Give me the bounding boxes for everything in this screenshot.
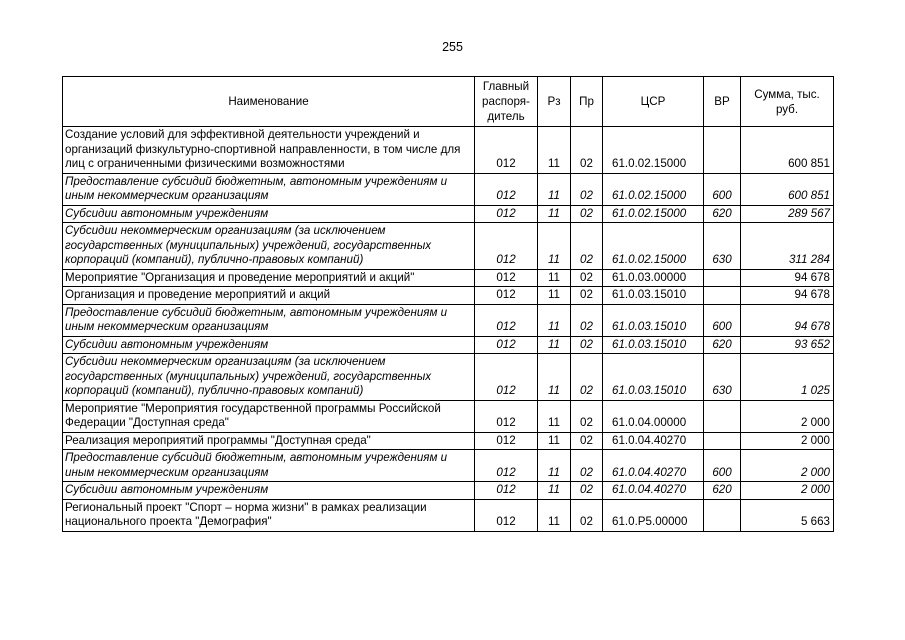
cell-rz: 11: [538, 432, 571, 450]
table-row: [63, 205, 834, 223]
cell-csr: 61.0.02.15000: [603, 223, 704, 270]
cell-csr: 61.0.03.15010: [603, 354, 704, 401]
cell-sum: 600 851: [741, 127, 834, 174]
cell-sum: 94 678: [741, 269, 834, 287]
header-vr: ВР: [704, 77, 741, 127]
cell-manager: 012: [475, 499, 538, 531]
cell-pr: 02: [571, 432, 603, 450]
cell-rz: 11: [538, 450, 571, 482]
cell-csr: 61.0.04.40270: [603, 450, 704, 482]
cell-pr: 02: [571, 223, 603, 270]
cell-name: Мероприятие "Мероприятия государственной программы Российской Федерации "Доступная среда": [63, 400, 475, 432]
cell-pr: 02: [571, 400, 603, 432]
cell-manager: 012: [475, 450, 538, 482]
cell-vr: [704, 400, 741, 432]
cell-rz: 11: [538, 173, 571, 205]
cell-rz: 11: [538, 269, 571, 287]
cell-rz: 11: [538, 127, 571, 174]
cell-vr: 600: [704, 304, 741, 336]
header-sum: Сумма, тыс. руб.: [741, 77, 834, 127]
cell-vr: [704, 499, 741, 531]
cell-vr: 600: [704, 173, 741, 205]
cell-rz: 11: [538, 482, 571, 500]
cell-vr: 620: [704, 336, 741, 354]
page-number: 255: [442, 40, 463, 54]
cell-name: Субсидии некоммерческим организациям (за исключением государственных (муниципальных) учреждений, государственных корпораций (компаний), публично-правовых компаний): [63, 354, 475, 401]
table-header-row: [63, 77, 834, 127]
cell-pr: 02: [571, 354, 603, 401]
cell-sum: 2 000: [741, 432, 834, 450]
cell-rz: 11: [538, 400, 571, 432]
cell-name: Создание условий для эффективной деятельности учреждений и организаций физкультурно-спортивной направленности, в том числе для лиц с ограниченными физическими возможностями: [63, 127, 475, 174]
cell-name: Субсидии автономным учреждениям: [63, 205, 475, 223]
header-manager: Главный распоря-дитель: [475, 77, 538, 127]
table-row: [63, 127, 834, 174]
header-rz: Рз: [538, 77, 571, 127]
cell-csr: 61.0.02.15000: [603, 127, 704, 174]
cell-csr: 61.0.02.15000: [603, 205, 704, 223]
table-row: [63, 336, 834, 354]
cell-csr: 61.0.02.15000: [603, 173, 704, 205]
table-row: [63, 287, 834, 305]
cell-manager: 012: [475, 354, 538, 401]
cell-pr: 02: [571, 482, 603, 500]
cell-rz: 11: [538, 354, 571, 401]
cell-manager: 012: [475, 304, 538, 336]
cell-pr: 02: [571, 450, 603, 482]
cell-name: Организация и проведение мероприятий и акций: [63, 287, 475, 305]
table-row: [63, 173, 834, 205]
table-row: [63, 400, 834, 432]
table-row: [63, 482, 834, 500]
cell-sum: 94 678: [741, 304, 834, 336]
cell-csr: 61.0.04.00000: [603, 400, 704, 432]
cell-vr: 600: [704, 450, 741, 482]
cell-vr: 630: [704, 354, 741, 401]
header-csr: ЦСР: [603, 77, 704, 127]
cell-manager: 012: [475, 269, 538, 287]
cell-pr: 02: [571, 205, 603, 223]
cell-rz: 11: [538, 205, 571, 223]
cell-name: Мероприятие "Организация и проведение мероприятий и акций": [63, 269, 475, 287]
cell-csr: 61.0.04.40270: [603, 482, 704, 500]
cell-csr: 61.0.P5.00000: [603, 499, 704, 531]
cell-name: Предоставление субсидий бюджетным, автономным учреждениям и иным некоммерческим организациям: [63, 450, 475, 482]
cell-vr: [704, 127, 741, 174]
cell-name: Региональный проект "Спорт – норма жизни" в рамках реализации национального проекта "Демография": [63, 499, 475, 531]
cell-vr: 630: [704, 223, 741, 270]
header-pr: Пр: [571, 77, 603, 127]
cell-sum: 2 000: [741, 400, 834, 432]
table-row: [63, 354, 834, 401]
cell-manager: 012: [475, 400, 538, 432]
cell-sum: 600 851: [741, 173, 834, 205]
cell-pr: 02: [571, 287, 603, 305]
cell-pr: 02: [571, 173, 603, 205]
cell-sum: 93 652: [741, 336, 834, 354]
cell-rz: 11: [538, 304, 571, 336]
cell-vr: [704, 287, 741, 305]
cell-manager: 012: [475, 223, 538, 270]
table-row: [63, 499, 834, 531]
cell-name: Предоставление субсидий бюджетным, автономным учреждениям и иным некоммерческим организациям: [63, 173, 475, 205]
table-row: [63, 223, 834, 270]
budget-table: [62, 76, 834, 532]
table-row: [63, 304, 834, 336]
cell-sum: 2 000: [741, 450, 834, 482]
table-row: [63, 269, 834, 287]
cell-rz: 11: [538, 223, 571, 270]
cell-vr: [704, 269, 741, 287]
cell-vr: 620: [704, 482, 741, 500]
cell-rz: 11: [538, 287, 571, 305]
cell-csr: 61.0.03.15010: [603, 304, 704, 336]
cell-sum: 289 567: [741, 205, 834, 223]
cell-manager: 012: [475, 173, 538, 205]
cell-pr: 02: [571, 127, 603, 174]
cell-pr: 02: [571, 336, 603, 354]
cell-pr: 02: [571, 304, 603, 336]
cell-manager: 012: [475, 127, 538, 174]
cell-rz: 11: [538, 336, 571, 354]
cell-sum: 1 025: [741, 354, 834, 401]
cell-name: Субсидии некоммерческим организациям (за исключением государственных (муниципальных) учреждений, государственных корпораций (компаний), публично-правовых компаний): [63, 223, 475, 270]
cell-sum: 5 663: [741, 499, 834, 531]
cell-sum: 94 678: [741, 287, 834, 305]
cell-manager: 012: [475, 482, 538, 500]
cell-pr: 02: [571, 269, 603, 287]
cell-sum: 2 000: [741, 482, 834, 500]
cell-csr: 61.0.03.00000: [603, 269, 704, 287]
cell-pr: 02: [571, 499, 603, 531]
table-row: [63, 450, 834, 482]
cell-sum: 311 284: [741, 223, 834, 270]
cell-name: Реализация мероприятий программы "Доступная среда": [63, 432, 475, 450]
table-row: [63, 432, 834, 450]
header-name: Наименование: [63, 77, 475, 127]
cell-csr: 61.0.04.40270: [603, 432, 704, 450]
cell-vr: 620: [704, 205, 741, 223]
cell-name: Субсидии автономным учреждениям: [63, 336, 475, 354]
cell-vr: [704, 432, 741, 450]
cell-name: Предоставление субсидий бюджетным, автономным учреждениям и иным некоммерческим организациям: [63, 304, 475, 336]
cell-manager: 012: [475, 432, 538, 450]
cell-name: Субсидии автономным учреждениям: [63, 482, 475, 500]
cell-manager: 012: [475, 205, 538, 223]
cell-csr: 61.0.03.15010: [603, 287, 704, 305]
cell-manager: 012: [475, 336, 538, 354]
cell-manager: 012: [475, 287, 538, 305]
cell-rz: 11: [538, 499, 571, 531]
cell-csr: 61.0.03.15010: [603, 336, 704, 354]
